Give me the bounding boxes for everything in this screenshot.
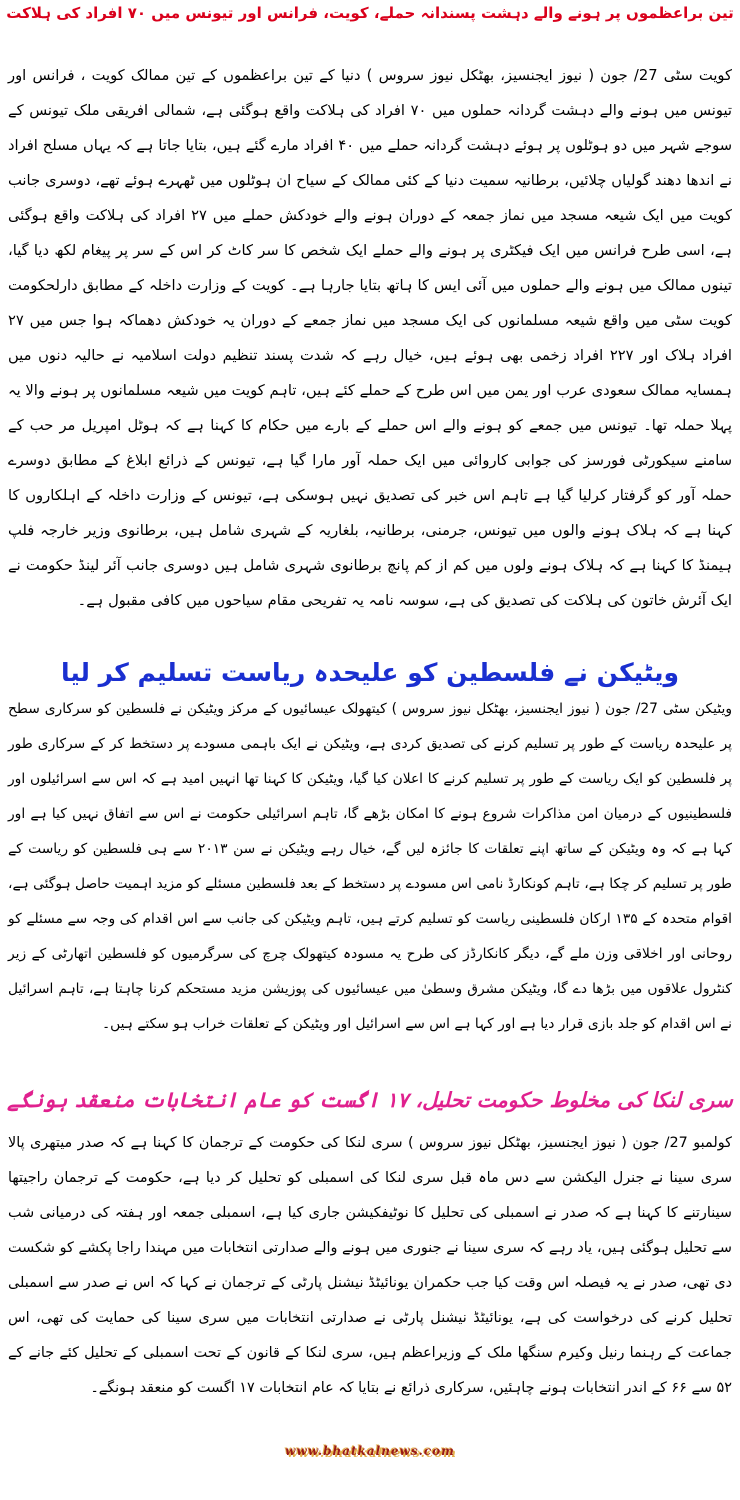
headline-vatican: ویٹیکن نے فلسطین کو علیحدہ ریاست تسلیم کر لیا bbox=[60, 658, 680, 687]
article-body-attacks: کویت سٹی 27/ جون ( نیوز ایجنسیز، بھٹکل نیوز سروس ) دنیا کے تین براعظموں کے تین ممالک کویت ، فرانس اور تیونس میں ہونے والے دہشت گردانہ حملوں میں ۷۰ افراد کی ہلاکت واقع ہوگئی ہے، شمالی افریقی ملک تیونس کے سوجے شہر میں دو ہوٹلوں پر ہوئے دہشت گردانہ حملے میں ۴۰ افراد مارے گئے ہیں، بتایا جاتا ہے کہ یہاں مسلح افراد نے اندھا دھند گولیاں چلائیں، برطانیہ سمیت دنیا کے کئی ممالک کے سیاح ان ہوٹلوں میں ٹھہرے ہوئے تھے، دوسری جانب کویت میں ایک شیعہ مسجد میں نماز جمعہ کے دوران ہونے والے خودکش حملے میں ۲۷ افراد کی ہلاکت واقع ہوگئی ہے، اسی طرح فرانس میں ایک فیکٹری پر ہونے والے حملے ایک شخص کا سر کاٹ کر اس کے سر پر پیغام لکھ دیا گیا، تینوں ممالک میں ہونے والے حملوں میں آئی ایس کا ہاتھ بتایا جارہا ہے۔ کویت کے وزارت داخلہ کے مطابق دارلحکومت کویت سٹی میں واقع شیعہ مسلمانوں کی ایک مسجد میں نماز جمعے کے دوران یہ خودکش دھماکہ ہوا جس میں ۲۷ افراد ہلاک اور ۲۲۷ افراد زخمی بھی ہوئے ہیں، خیال رہے کہ شدت پسند تنظیم دولت اسلامیہ نے حالیہ دنوں میں ہمسایہ ممالک سعودی عرب اور یمن میں اس طرح کے حملے کئے ہیں، تاہم کویت میں شیعہ مسلمانوں پر ہونے والا یہ پہلا حملہ تھا۔ تیونس میں جمعے کو ہونے والے اس حملے کے بارے میں حکام کا کہنا ہے کہ ہوٹل امپریل مر حب کے سامنے سیکورٹی فورسز کی جوابی کاروائی میں ایک حملہ آور مارا گیا ہے، تیونس کے ذرائع ابلاغ کے مطابق دوسرے حملہ آور کو گرفتار کرلیا گیا ہے تاہم اس خبر کی تصدیق نہیں ہوسکی ہے، تیونس کے وزارت داخلہ کے اہلکاروں کا کہنا ہے کہ ہلاک ہونے والوں میں تیونس، جرمنی، برطانیہ، بلغاریہ کے شہری شامل ہیں، برطانوی وزیر خارجہ فلپ ہیمنڈ کا کہنا ہے کہ ہلاک ہونے ولوں میں کم از کم پانچ برطانوی شہری شامل ہیں دوسری جانب آئر لینڈ حکومت نے ایک آئرش خاتون کی ہلاکت کی تصدیق کی ہے، سوسہ نامہ یہ تفریحی مقام سیاحوں میں کافی مقبول ہے۔ bbox=[8, 67, 733, 609]
article-body-vatican: ویٹیکن سٹی 27/ جون ( نیوز ایجنسیز، بھٹکل نیوز سروس ) کیتھولک عیسائیوں کے مرکز ویٹیکن نے فلسطین کو سرکاری سطح پر علیحدہ ریاست کے طور پر تسلیم کرنے کی تصدیق کردی ہے، ویٹیکن نے ایک باہمی مسودے پر دستخط کر کے سرکاری طور پر فلسطین کو ایک ریاست کے طور پر تسلیم کرنے کا اعلان کیا گیا، ویٹیکن کا کہنا تھا انہیں امید ہے کہ اس سے اسرائیلوں اور فلسطینیوں کے درمیان امن مذاکرات شروع ہونے کا امکان بڑھے گا، تاہم اسرائیلی حکومت نے اس سے اتفاق نہیں کیا ہے اور کہا ہے کہ وہ ویٹیکن کے ساتھ اپنے تعلقات کا جائزہ لیں گے، خیال رہے ویٹیکن نے سن ۲۰۱۳ سے ہی فلسطین کو ریاست کے طور پر تسلیم کر چکا ہے، تاہم کونکارڈ نامی اس مسودے پر دستخط کے بعد فلسطین مسئلے کو مزید اہمیت حاصل ہوگئی ہے، اقوام متحدہ کے ۱۳۵ ارکان فلسطینی ریاست کو تسلیم کرتے ہیں، تاہم ویٹیکن کی جانب سے اس اقدام کی وجہ سے مسئلے کو روحانی اور اخلاقی وزن ملے گے، دیگر کانکارڈز کی طرح یہ مسودہ کیتھولک چرچ کی سرگرمیوں کو فلسطین اتھارٹی کے زیر کنٹرول علاقوں میں بڑھا دے گا، ویٹیکن مشرق وسطیٰ میں عیسائیوں کی پوزیشن مزید مستحکم کرنا چاہتا ہے، تاہم اسرائیل نے اس اقدام کو جلد بازی قرار دیا ہے اور کہا ہے اس سے اسرائیل اور ویٹیکن کے تعلقات خراب ہو سکتے ہیں۔ bbox=[8, 701, 733, 1032]
headline-sri-lanka: سری لنکا کی مخلوط حکومت تحلیل، ۱۷ اگست کو عام انتخابات منعقد ہونگے bbox=[7, 1088, 733, 1112]
headline-attacks: تین براعظموں پر ہونے والے دہشت پسندانہ حملے، کویت، فرانس اور تیونس میں ۷۰ افراد کی ہلاکت bbox=[6, 4, 734, 22]
website-watermark: www.bhatkalnews.com bbox=[285, 1444, 455, 1458]
article-body-sri-lanka: کولمبو 27/ جون ( نیوز ایجنسیز، بھٹکل نیوز سروس ) سری لنکا کی حکومت کے ترجمان کا کہنا ہے کہ صدر میتھری پالا سری سینا نے جنرل الیکشن سے دس ماہ قبل سری لنکا کی اسمبلی کو تحلیل کر دیا ہے، حکومت کے ترجمان راجیتھا سینارتنے کا کہنا ہے کہ صدر نے اسمبلی کی تحلیل کا نوٹیفکیشن جاری کیا ہے، اسمبلی جمعہ اور ہفتہ کی درمیانی شب سے تحلیل ہوگئی ہیں، یاد رہے کہ سری سینا نے جنوری میں ہونے والے صدارتی انتخابات میں مہندا راجا پکشے کو شکست دی تھی، صدر نے یہ فیصلہ اس وقت کیا جب حکمران یونائیٹڈ نیشنل پارٹی کے ترجمان نے کہا کہ اس نے صدر سے اسمبلی تحلیل کرنے کی درخواست کی ہے، یونائیٹڈ نیشنل پارٹی نے صدارتی انتخابات میں سری سینا کی حمایت کی تھی، اس جماعت کے رہنما رنیل وکیرم سنگھا ملک کے وزیراعظم ہیں، سری لنکا کے قانون کے تحت اسمبلی کے تحلیل کئے جانے کے ۵۲ سے ۶۶ کے اندر انتخابات ہونے چاہئیں، سرکاری ذرائع نے بتایا کہ عام انتخابات ۱۷ اگست کو منعقد ہونگے۔ bbox=[8, 1135, 732, 1396]
